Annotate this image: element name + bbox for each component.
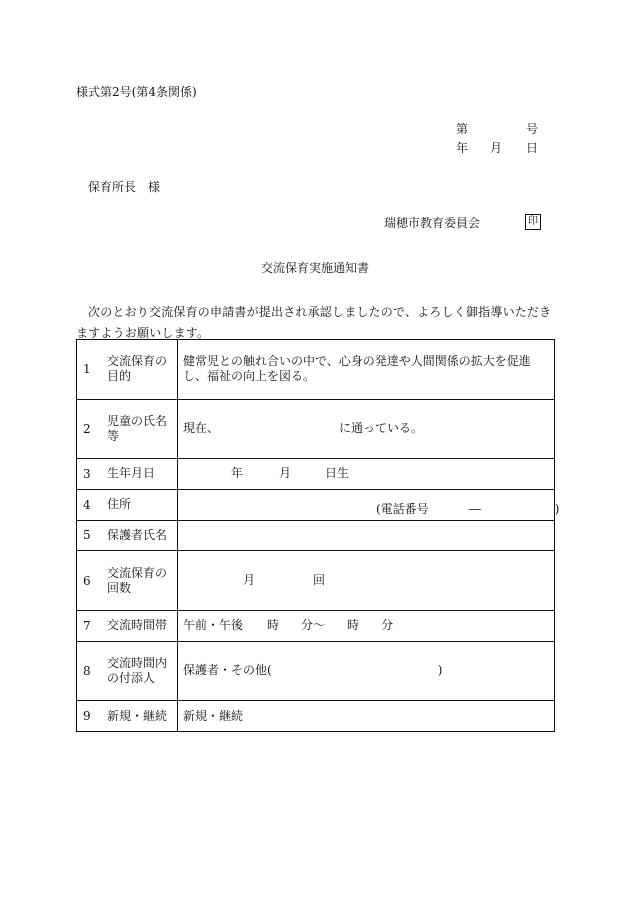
row-label: 交流時間帯 bbox=[105, 610, 178, 641]
row-label: 交流保育の目的 bbox=[105, 340, 178, 400]
table-row bbox=[77, 520, 555, 551]
birth-day: 日生 bbox=[325, 466, 350, 481]
row-label: 生年月日 bbox=[105, 459, 178, 490]
new-continue-field[interactable]: 新規・継続 bbox=[178, 701, 555, 732]
attendant-prefix: 保護者・その他( bbox=[183, 663, 272, 678]
notice-table bbox=[76, 339, 560, 732]
child-name-prefix: 現在、 bbox=[183, 421, 220, 436]
visit-count-field[interactable] bbox=[178, 551, 555, 611]
visit-times: 回 bbox=[313, 573, 326, 588]
row-label: 保護者氏名 bbox=[105, 520, 178, 551]
row-label: 児童の氏名等 bbox=[105, 399, 178, 459]
start-minute: 分〜 bbox=[301, 618, 326, 633]
row-number: 8 bbox=[77, 641, 106, 701]
row-number: 4 bbox=[77, 489, 106, 520]
child-name-suffix: に通っている。 bbox=[339, 421, 424, 436]
sender: 瑞穂市教育委員会 bbox=[384, 216, 481, 230]
attendant-suffix: ) bbox=[437, 663, 443, 678]
birthdate-field[interactable] bbox=[178, 459, 555, 490]
table-row bbox=[77, 489, 555, 520]
end-minute: 分 bbox=[381, 618, 394, 633]
addressee: 保育所長 様 bbox=[88, 180, 161, 194]
document-number bbox=[456, 123, 538, 135]
row-label: 新規・継続 bbox=[105, 701, 178, 732]
row-number: 2 bbox=[77, 399, 106, 459]
row-number: 5 bbox=[77, 520, 106, 551]
end-hour: 時 bbox=[347, 618, 360, 633]
phone-number: (電話番号 ― ) bbox=[376, 501, 560, 516]
row-number: 7 bbox=[77, 610, 106, 641]
table-row bbox=[77, 399, 555, 459]
row-number: 9 bbox=[77, 701, 106, 732]
number-prefix: 第 bbox=[456, 122, 469, 136]
birth-month: 月 bbox=[279, 466, 292, 481]
table-row bbox=[77, 610, 555, 641]
table-row bbox=[77, 701, 555, 732]
purpose-value: 健常児との触れ合いの中で、心身の発達や人間関係の拡大を促進し、福祉の向上を図る。 bbox=[178, 340, 555, 400]
table-row bbox=[77, 551, 555, 611]
am-pm: 午前・午後 bbox=[183, 618, 244, 633]
attendant-field[interactable] bbox=[178, 641, 555, 701]
date-day: 日 bbox=[526, 141, 539, 155]
guardian-name-field[interactable] bbox=[178, 520, 555, 551]
start-hour: 時 bbox=[267, 618, 280, 633]
visit-month: 月 bbox=[243, 573, 256, 588]
date-month: 月 bbox=[490, 141, 503, 155]
intro-paragraph: 次のとおり交流保育の申請書が提出され承認しましたので、よろしく御指導いただきますようお願いします。 bbox=[76, 305, 552, 340]
number-suffix: 号 bbox=[526, 122, 539, 136]
table-row bbox=[77, 459, 555, 490]
table-row bbox=[77, 340, 555, 400]
row-number: 3 bbox=[77, 459, 106, 490]
row-label: 交流時間内の付添人 bbox=[105, 641, 178, 701]
row-number: 1 bbox=[77, 340, 106, 400]
row-label: 交流保育の回数 bbox=[105, 551, 178, 611]
table-row bbox=[77, 641, 555, 701]
address-field[interactable] bbox=[178, 489, 560, 520]
document-title: 交流保育実施通知書 bbox=[260, 261, 369, 275]
child-name-field[interactable] bbox=[178, 399, 555, 459]
date-year: 年 bbox=[456, 141, 469, 155]
birth-year: 年 bbox=[231, 466, 244, 481]
time-slot-field[interactable] bbox=[178, 610, 555, 641]
form-id: 様式第2号(第4条関係) bbox=[76, 85, 197, 99]
seal-stamp: 印 bbox=[525, 214, 541, 230]
row-label: 住所 bbox=[105, 489, 178, 520]
document-date bbox=[456, 142, 538, 154]
row-number: 6 bbox=[77, 551, 106, 611]
